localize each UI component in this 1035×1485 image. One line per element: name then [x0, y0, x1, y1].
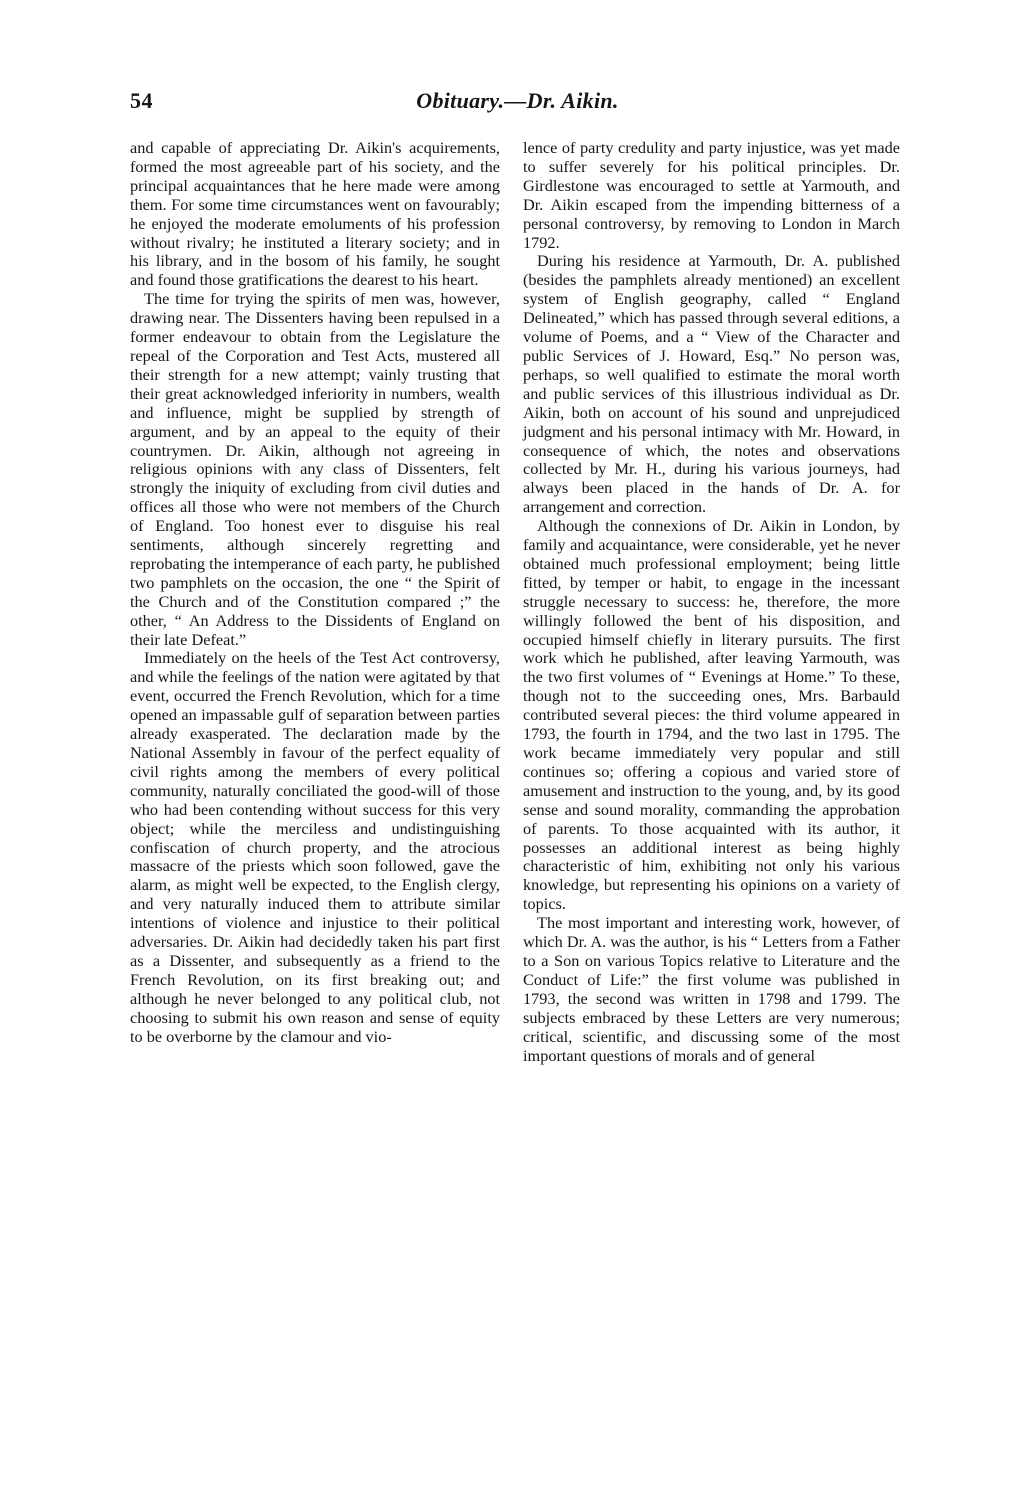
paragraph: The most important and interesting work, however, of which Dr. A. was the author, is his “ Letters from a Father to a Son on various Topics relative to Literature and the Conduct of Life:” the first volume was published in 1793, the second was written in 1798 and 1799. The subjects embraced by these Letters are very numerous; critical, scientific, and discussing some of the most important questions of morals and of general [523, 913, 900, 1065]
paragraph: During his residence at Yarmouth, Dr. A. published (besides the pamphlets already mentioned) an excellent system of English geography, called “ England Delineated,” which has passed through several editions, a volume of Poems, and a “ View of the Character and public Services of J. Howard, Esq.” No person was, perhaps, so well qualified to estimate the moral worth and public services of this illustrious individual as Dr. Aikin, both on account of his sound and unprejudiced judgment and his personal intimacy with Mr. Howard, in consequence of which, the notes and observations collected by Mr. H., during his various journeys, had always been placed in the hands of Dr. A. for arrangement and correction. [523, 251, 900, 517]
paragraph: The time for trying the spirits of men was, however, drawing near. The Dissenters having been repulsed in a former endeavour to obtain from the Legislature the repeal of the Corporation and Test Acts, mustered all their strength for a new attempt; vainly trusting that their great acknowledged inferiority in numbers, wealth and influence, might be supplied by strength of argument, and by an appeal to the equity of their countrymen. Dr. Aikin, although not agreeing in religious opinions with any class of Dissenters, felt strongly the iniquity of excluding from civil duties and offices all those who were not members of the Church of England. Too honest ever to disguise his real sentiments, although sincerely regretting and reprobating the intemperance of each party, he published two pamphlets on the occasion, the one “ the Spirit of the Church and of the Constitution compared ;” the other, “ An Address to the Dissidents of England on their late Defeat.” [130, 289, 500, 649]
paragraph: lence of party credulity and party injustice, was yet made to suffer severely for his political principles. Dr. Girdlestone was encouraged to settle at Yarmouth, and Dr. Aikin escaped from the impending bitterness of a personal controversy, by removing to London in March 1792. [523, 138, 900, 252]
right-column [523, 139, 900, 1065]
page-number: 54 [130, 88, 153, 113]
left-column [130, 139, 500, 1047]
running-head: Obituary.—Dr. Aikin. [416, 88, 619, 113]
paragraph: and capable of appreciating Dr. Aikin's acquirements, formed the most agreeable part of his society, and the principal acquaintances that he here made were among them. For some time circumstances went on favourably; he enjoyed the moderate emoluments of his profession without rivalry; he instituted a literary society; and in his library, and in the bosom of his family, he sought and found those gratifications the dearest to his heart. [130, 138, 500, 290]
paragraph: Immediately on the heels of the Test Act controversy, and while the feelings of the nation were agitated by that event, occurred the French Revolution, which for a time opened an impassable gulf of separation between parties already exasperated. The declaration made by the National Assembly in favour of the perfect equality of civil rights among the members of every political community, naturally conciliated the good-will of those who had been contending without success for this very object; while the merciless and undistinguishing confiscation of church property, and the atrocious massacre of the priests which soon followed, gave the alarm, as might well be expected, to the English clergy, and very naturally induced them to attribute similar intentions of violence and injustice to their political adversaries. Dr. Aikin had decidedly taken his part first as a Dissenter, and subsequently as a friend to the French Revolution, on its first breaking out; and although he never belonged to any political club, not choosing to submit his own reason and sense of equity to be overborne by the clamour and vio- [130, 648, 500, 1046]
paragraph: Although the connexions of Dr. Aikin in London, by family and acquaintance, were considerable, yet he never obtained much professional employment; being little fitted, by temper or habit, to engage in the incessant struggle necessary to success: he, therefore, the more willingly followed the bent of his disposition, and occupied himself chiefly in literary pursuits. The first work which he published, after leaving Yarmouth, was the two first volumes of “ Evenings at Home.” To these, though not to the succeeding ones, Mrs. Barbauld contributed several pieces: the third volume appeared in 1793, the fourth in 1794, and the two last in 1795. The work became immediately very popular and still continues so; offering a copious and varied store of amusement and instruction to the young, and, by its good sense and sound morality, commanding the approbation of parents. To those acquainted with its author, it possesses an additional interest as being highly characteristic of him, exhibiting not only his various knowledge, but representing his opinions on a variety of topics. [523, 516, 900, 914]
